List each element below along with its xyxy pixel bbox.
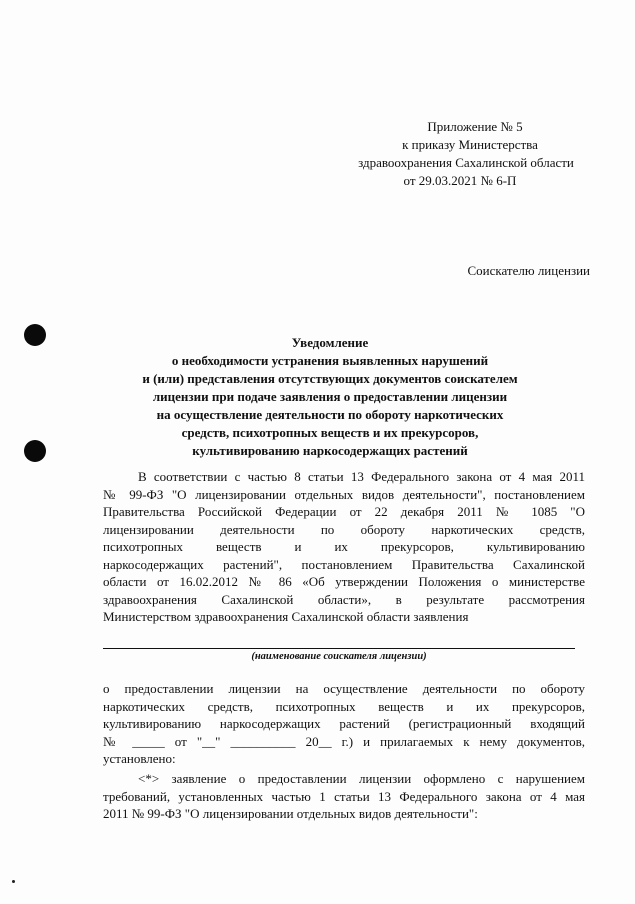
paragraph-violation <box>103 770 585 823</box>
paragraph-line: № _____ от "__" __________ 20__ г.) и прилагаемых к нему документов, <box>103 733 585 749</box>
paragraph-line: 2011 № 99-ФЗ "О лицензировании отдельных видов деятельности": <box>103 806 478 821</box>
punch-hole-mark <box>24 324 46 346</box>
paragraph-line: <*> заявление о предоставлении лицензии оформлено с нарушением <box>138 771 585 786</box>
paragraph-line: требований, установленных частью 1 статьи 13 Федерального закона от 4 мая <box>103 788 585 804</box>
title-line: лицензии при подаче заявления о предоставлении лицензии <box>152 389 508 404</box>
title-line: Уведомление <box>291 335 369 350</box>
appendix-date-number: от 29.03.2021 № 6-П <box>403 173 517 188</box>
addressee: Соискателю лицензии <box>467 263 590 278</box>
title-line: на осуществление деятельности по обороту наркотических <box>156 407 504 422</box>
paragraph-line: Министерством здравоохранения Сахалинской области заявления <box>103 609 469 624</box>
document-title <box>90 334 570 460</box>
title-line: средств, психотропных веществ и их прекурсоров, <box>181 425 479 440</box>
paragraph-line: области от 16.02.2012 № 86 «Об утверждении Положения о министерстве <box>103 574 585 589</box>
appendix-number: Приложение № 5 <box>427 119 523 134</box>
paragraph-line: В соответствии с частью 8 статьи 13 Федерального закона от 4 мая 2011 <box>138 469 585 484</box>
paragraph-line: наркотических средств, психотропных веществ и их прекурсоров, <box>103 698 585 714</box>
title-line: о необходимости устранения выявленных нарушений <box>171 353 489 368</box>
applicant-name-blank <box>103 648 575 649</box>
title-line: культивированию наркосодержащих растений <box>192 443 468 458</box>
paragraph-application <box>103 680 585 768</box>
paragraph-line: Правительства Российской Федерации от 22 декабря 2011 № 1085 "О <box>103 504 585 519</box>
paragraph-legal-basis <box>103 468 585 626</box>
paragraph-line: лицензировании деятельности по обороту наркотических средств, <box>103 521 585 537</box>
paragraph-line: культивированию наркосодержащих растений (регистрационный входящий <box>103 716 585 731</box>
paragraph-line: психотропных веществ и их прекурсоров, культивированию <box>103 539 585 554</box>
punch-hole-mark <box>24 440 46 462</box>
paragraph-line: № 99-ФЗ "О лицензировании отдельных видов деятельности", постановлением <box>103 486 585 502</box>
title-line: и (или) представления отсутствующих документов соискателем <box>142 371 518 386</box>
appendix-ministry: здравоохранения Сахалинской области <box>358 155 574 170</box>
paragraph-line: наркосодержащих растений", постановлением Правительства Сахалинской <box>103 556 585 572</box>
appendix-header <box>320 118 590 190</box>
applicant-name-caption: (наименование соискателя лицензии) <box>251 651 427 662</box>
paragraph-line: здравоохранения Сахалинской области», в результате рассмотрения <box>103 591 585 607</box>
paragraph-line: о предоставлении лицензии на осуществление деятельности по обороту <box>103 681 585 696</box>
appendix-order-ref: к приказу Министерства <box>402 137 538 152</box>
scan-speck <box>12 880 15 883</box>
paragraph-line: установлено: <box>103 751 176 766</box>
